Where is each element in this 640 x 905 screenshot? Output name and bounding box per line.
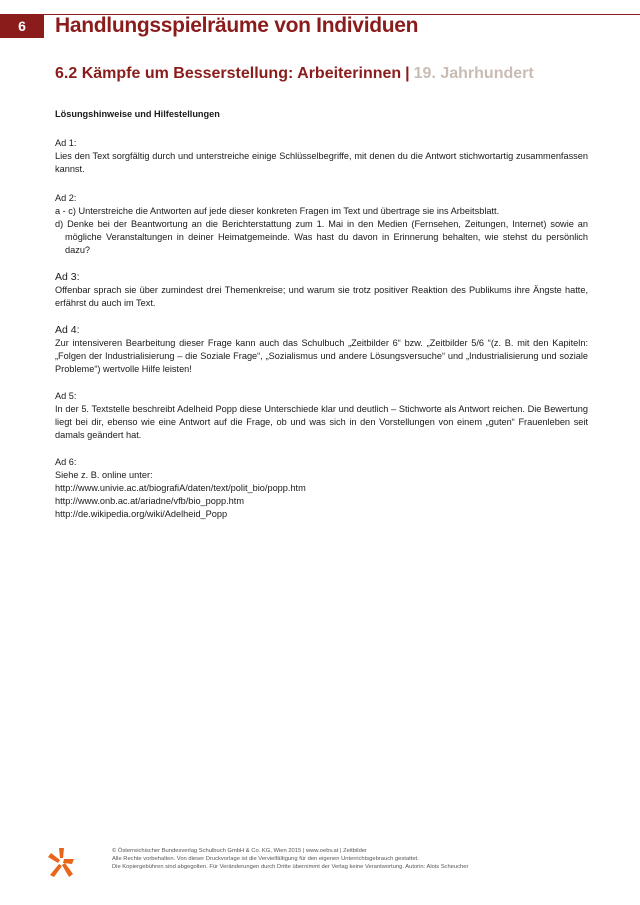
section-number-title: 6.2 Kämpfe um Besserstellung: Arbeiterinnen <box>55 65 402 82</box>
ad5-label: Ad 5: <box>55 391 77 401</box>
ad4-block <box>55 324 588 376</box>
ad6-link-univie[interactable]: http://www.univie.ac.at/biografiA/daten/text/polit_bio/popp.htm <box>55 483 306 493</box>
ad6-link-onb[interactable]: http://www.onb.ac.at/ariadne/vfb/bio_popp.htm <box>55 496 244 506</box>
footer-rights: Alle Rechte vorbehalten. Von dieser Druckvorlage ist die Vervielfältigung für den eigenen Unterrichtsgebrauch gestattet. <box>112 856 419 862</box>
ad1-block <box>55 137 588 176</box>
ad6-block <box>55 456 588 521</box>
section-separator: | <box>405 65 410 82</box>
footer-fees: Die Kopiergebühren sind abgegolten. Für Veränderungen durch Dritte übernimmt der Verlag keine Verantwortung. Autorin: Alois Scheucher <box>112 864 469 870</box>
ad1-label: Ad 1: <box>55 138 77 148</box>
footer-copyright: © Österreichischer Bundesverlag Schulbuch GmbH & Co. KG, Wien 2015 | www.oebv.at | Zeitbilder <box>112 848 367 854</box>
ad3-block <box>55 271 588 310</box>
content <box>55 108 588 532</box>
page-number: 6 <box>0 14 44 38</box>
ad5-text: In der 5. Textstelle beschreibt Adelheid Popp diese Unterschiede klar und deutlich – Stichworte als Antwort reichen. Die Bewertung liegt bei dir, ebenso wie eine Antwort auf die Frage, ob und was sich in den Vorstellungen von einem „guten“ Frauenleben seit damals geändert hat. <box>55 404 588 440</box>
ad2-item-d: d) Denke bei der Beantwortung an die Berichterstattung zum 1. Mai in den Medien (Fernsehen, Zeitungen, Internet) sowie an mögliche Veranstaltungen in deiner Heimatgemeinde. Was hast du davon in Erinnerung behalten, wie stehst du persönlich dazu? <box>55 219 588 255</box>
ad3-text: Offenbar sprach sie über zumindest drei Themenkreise; und warum sie trotz positiver Reaktion des Publikums ihre Ängste hatte, erfährst du auch im Text. <box>55 285 588 308</box>
chapter-title: Handlungsspielräume von Individuen <box>55 14 419 37</box>
section-title <box>55 64 534 84</box>
ad6-link-wikipedia[interactable]: http://de.wikipedia.org/wiki/Adelheid_Popp <box>55 509 228 519</box>
publisher-logo-icon <box>48 848 74 878</box>
ad5-block <box>55 390 588 442</box>
ad3-label: Ad 3: <box>55 271 80 283</box>
footer <box>112 847 572 871</box>
ad6-intro: Siehe z. B. online unter: <box>55 470 153 480</box>
ad2-item-ac: a - c) Unterstreiche die Antworten auf jede dieser konkreten Fragen im Text und übertrage sie ins Arbeitsblatt. <box>55 206 500 216</box>
ad4-label: Ad 4: <box>55 324 80 336</box>
content-heading: Lösungshinweise und Hilfestellungen <box>55 109 220 119</box>
ad6-label: Ad 6: <box>55 457 77 467</box>
ad4-text: Zur intensiveren Bearbeitung dieser Frage kann auch das Schulbuch „Zeitbilder 6“ bzw. „Zeitbilder 5/6 “(z. B. mit den Kapiteln: „Folgen der Industrialisierung – die Soziale Frage“, „Sozialismus und andere Lösungsversuche“ und „Industrialisierung und soziale Probleme“) wertvolle Hilfe leisten! <box>55 338 588 374</box>
ad2-label: Ad 2: <box>55 193 77 203</box>
section-century: 19. Jahrhundert <box>413 65 534 82</box>
ad1-text: Lies den Text sorgfältig durch und unterstreiche einige Schlüsselbegriffe, mit denen du die Antwort stichwortartig zusammenfassen kannst. <box>55 151 588 174</box>
ad2-block <box>55 192 588 257</box>
